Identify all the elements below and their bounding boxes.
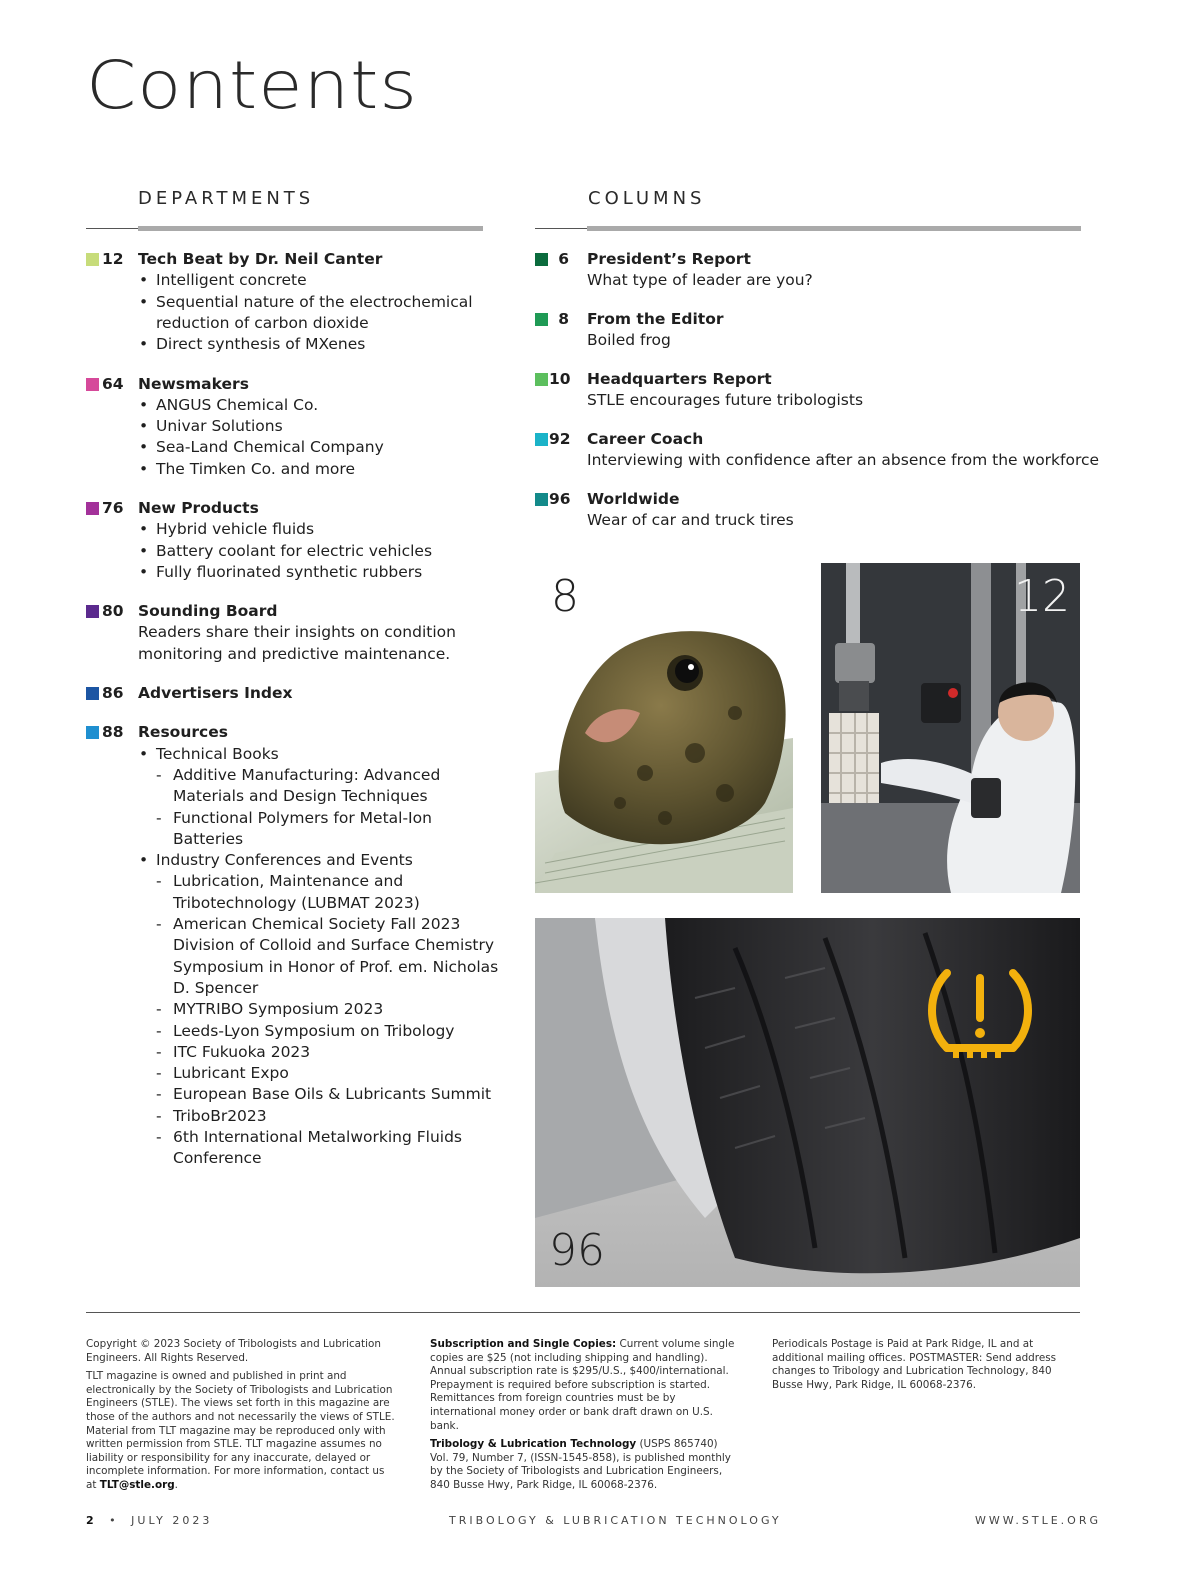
entry-title: Sounding Board [138,602,278,621]
sub-item: - TriboBr2023 [138,1106,498,1127]
sub-item: - Lubrication, Maintenance and [138,871,498,892]
description-line: monitoring and predictive maintenance. [138,644,451,663]
entry-title: Worldwide [587,490,680,508]
sub-item: - 6th International Metalworking Fluids [138,1127,498,1148]
color-marker [535,433,548,446]
color-marker [86,605,99,618]
departments-rule [86,226,483,232]
entry-title: Tech Beat by Dr. Neil Canter [138,250,383,268]
color-marker [86,502,99,515]
color-marker [86,253,99,266]
sub-item: - European Base Oils & Lubricants Summit [138,1084,498,1105]
bullet-item: • Univar Solutions [138,416,384,437]
entry-subtitle: Boiled frog [587,331,671,350]
tire-photo [535,918,1080,1287]
color-marker [535,493,548,506]
page-ref: 12 [102,250,124,268]
sub-item: Tribotechnology (LUBMAT 2023) [173,893,420,912]
sub-item: - MYTRIBO Symposium 2023 [138,999,498,1020]
page-ref: 96 [549,490,571,508]
entry-title: New Products [138,499,259,517]
sub-item: D. Spencer [173,978,259,997]
footer-copyright [86,1338,398,1498]
page-ref: 80 [102,602,124,621]
subscription-text [430,1338,738,1433]
bullet-item: • Sequential nature of the electrochemical [138,292,473,313]
color-marker [535,313,548,326]
page-ref: 88 [102,723,124,742]
sub-item: - Functional Polymers for Metal-Ion [138,808,498,829]
page-ref: 86 [102,684,124,703]
entry-subtitle: Wear of car and truck tires [587,511,794,530]
lab-photo [821,563,1080,893]
folio-separator: • [109,1514,119,1527]
disclaimer-text [86,1370,398,1492]
footer-rule [86,1312,1080,1313]
entry-body [138,498,432,583]
sub-item: Materials and Design Techniques [173,787,428,806]
page-ref: 10 [549,370,571,388]
entry-title: Newsmakers [138,374,249,393]
subscription-body: Current volume single copies are $25 (not including shipping and handling). Annual subscription rate is $295/U.S., $400/international. Prepayment is required before subscription is started. Remittances from foreign countries must be by international money order or bank draft drawn on U.S. bank. [430,1338,735,1432]
entry-body [138,374,384,480]
subscription-label: Subscription and Single Copies: [430,1338,617,1350]
color-marker [86,726,99,739]
page-number: 2 [86,1514,97,1527]
bullet-item: reduction of carbon dioxide [156,313,369,332]
sub-item: Batteries [173,829,244,848]
bullet-item: • Battery coolant for electric vehicles [138,541,432,562]
color-marker [86,378,99,391]
folio-left [86,1514,212,1527]
bullet-item: • Fully fluorinated synthetic rubbers [138,562,432,583]
tire-image [535,918,1080,1287]
bullet-item: • Technical Books [138,744,498,765]
entry-body [587,369,863,412]
page-ref: 76 [102,499,124,517]
page-ref: 64 [102,374,124,393]
entry-body [138,601,456,665]
issue-date: JULY 2023 [131,1514,213,1527]
disclaimer-body: TLT magazine is owned and published in print and electronically by the Society of Tribologists and Lubrication Engineers (STLE). The views set forth in this magazine are those of the authors and not necessarily the views of STLE. Material from TLT magazine may be reproduced only with written permission from STLE. TLT magazine assumes no liability or responsibility for any inaccurate, delayed or incomplete information. For more information, contact us at [86,1370,395,1491]
sub-item: - ITC Fukuoka 2023 [138,1042,498,1063]
entry-body [138,683,293,704]
frog-photo [535,563,793,893]
bullet-item: • Hybrid vehicle fluids [138,519,432,540]
page-ref: 8 [558,310,569,328]
entry-body [587,309,724,352]
description-line: Readers share their insights on condition [138,623,456,642]
sub-item: - Additive Manufacturing: Advanced [138,765,498,786]
entry-body [587,429,1099,472]
entry-title: President’s Report [587,250,751,268]
publication-body: (USPS 865740) Vol. 79, Number 7, (ISSN-1545-858), is published monthly by the Society of Tribologists and Lubrication Engineers, 840 Busse Hwy, Park Ridge, IL 60068-2376. [430,1438,731,1491]
footer-postage [772,1338,1072,1397]
page-ref: 6 [558,250,569,268]
magazine-name: TRIBOLOGY & LUBRICATION TECHNOLOGY [449,1514,782,1527]
publication-text [430,1438,738,1492]
page-ref: 92 [549,430,571,448]
departments-heading: DEPARTMENTS [138,188,315,209]
bullet-item: • Direct synthesis of MXenes [138,334,473,355]
sub-item: Symposium in Honor of Prof. em. Nicholas [173,957,499,976]
columns-rule [535,226,1081,232]
color-marker [86,687,99,700]
entry-body [138,722,498,1169]
frog-page-number: 8 [551,571,579,622]
columns-heading: COLUMNS [588,188,706,209]
bullet-item: • Intelligent concrete [138,270,473,291]
sub-item: Conference [173,1149,262,1168]
sub-item: - Lubricant Expo [138,1063,498,1084]
tire-page-number: 96 [549,1225,605,1276]
copyright-text: Copyright © 2023 Society of Tribologists and Lubrication Engineers. All Rights Reserved. [86,1338,381,1364]
footer-subscription [430,1338,738,1498]
website-url[interactable]: WWW.STLE.ORG [975,1514,1101,1527]
entry-body [587,249,813,292]
entry-subtitle: STLE encourages future tribologists [587,391,864,410]
sub-item: Division of Colloid and Surface Chemistry [173,936,495,955]
sub-item: - American Chemical Society Fall 2023 [138,914,498,935]
entry-title: Resources [138,723,228,742]
bullet-item: • ANGUS Chemical Co. [138,395,384,416]
lab-page-number: 12 [1014,571,1070,622]
disclaimer-end: . [174,1478,178,1491]
bullet-item: • Industry Conferences and Events [138,850,498,871]
bullet-item: • Sea-Land Chemical Company [138,437,384,458]
color-marker [535,253,548,266]
entry-title: From the Editor [587,310,724,328]
sub-item: - Leeds-Lyon Symposium on Tribology [138,1021,498,1042]
publication-name: Tribology & Lubrication Technology [430,1438,637,1451]
bullet-item: • The Timken Co. and more [138,459,384,480]
page-title: Contents [86,46,418,124]
entry-body [138,249,473,355]
entry-title: Advertisers Index [138,684,293,703]
entry-subtitle: Interviewing with confidence after an absence from the workforce [587,451,1100,470]
entry-title: Career Coach [587,430,704,448]
entry-title: Headquarters Report [587,370,772,388]
contact-email[interactable]: TLT@stle.org [99,1478,175,1491]
entry-subtitle: What type of leader are you? [587,271,813,290]
postage-text: Periodicals Postage is Paid at Park Ridge, IL and at additional mailing offices. POSTMASTER: Send address changes to Tribology and Lubrication Technology, 840 Busse Hwy, Park Ridge, IL 60068-2376. [772,1338,1057,1391]
color-marker [535,373,548,386]
entry-body [587,489,794,532]
